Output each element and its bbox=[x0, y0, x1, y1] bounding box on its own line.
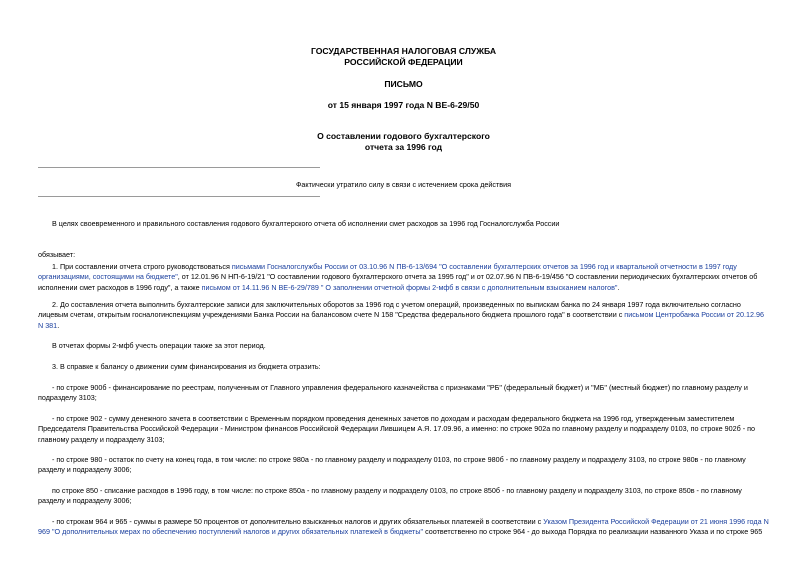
list-item-964: - по строкам 964 и 965 - суммы в размере 50 процентов от дополнительно взысканных налогов и других обязательных платежей в соответствии с Указом Президента Российской Федерации от 21 июня 1996 года N 969 "О дополнительных мерах по обеспечению поступлений налогов и других обязательных платежей в бюджеты" соответственно по строке 964 - до выхода Порядка по реализации названного Указа и по строке 965 bbox=[38, 517, 769, 537]
document-title-line1: О составлении годового бухгалтерского bbox=[317, 131, 490, 141]
document-type: ПИСЬМО bbox=[384, 79, 423, 89]
intro-paragraph: В целях своевременного и правильного составления годового бухгалтерского отчета об исполнении смет расходов за 1996 год Госналогслужба России bbox=[52, 219, 560, 228]
list-item-980: - по строке 980 - остаток по счету на конец года, в том числе: по строке 980а - по главному разделу и подразделу 0103, по строке 980б - по главному разделу и подразделу 3103, по строке 980в - по главному разделу и подразделу 3006; bbox=[38, 455, 746, 475]
paragraph-3: 3. В справке к балансу о движении сумм финансирования из бюджета отразить: bbox=[52, 362, 321, 371]
list-item-902: - по строке 902 - сумму денежного зачета в соответствии с Временным порядком проведения денежных зачетов по доходам и расходам федерального бюджета на 1996 год, утвержденным заместителем Председателя Правительства Российской Федерации - Министром финансов Российской Федерации Лившицем А.Я. 17.09.96, а именно: по строке 902а по главному разделу и подразделу 0103, по строке 902б - по главному разделу и подразделу 3103; bbox=[38, 414, 755, 444]
obligates-label: обязывает: bbox=[38, 250, 76, 259]
link-letters-gns[interactable]: письмами Госналогслужбы России от 03.10.96 N ПВ-6-13/694 "О составлении бухгалтерских отчетов за 1996 год и квартальной отчетности в 1997 году организациями, состоящими на бюджете" bbox=[38, 262, 737, 282]
paragraph-1: 1. При составлении отчета строго руководствоваться письмами Госналогслужбы России от 03.10.96 N ПВ-6-13/694 "О составлении бухгалтерских отчетов за 1996 год и квартальной отчетности в 1997 году организациями, состоящими на бюджете", от 12.01.96 N НП-6-19/21 "О составлении годового бухгалтерского отчета за 1995 год" и от 02.07.96 N ПВ-6-19/456 "О составлении периодических бухгалтерских отчетов об исполнении смет расходов в 1996 году", а также письмом от 14.11.96 N ВЕ-6-29/789 " О заполнении отчетной формы 2-мфб в связи с дополнительным взысканием налогов". bbox=[38, 262, 758, 292]
list-item-900b: - по строке 900б - финансирование по реестрам, полученным от Главного управления федерального казначейства с признаками "РБ" (федеральный бюджет) и "МБ" (местный бюджет) по главному разделу и подразделу 3103; bbox=[38, 383, 748, 403]
document-title-line2: отчета за 1996 год bbox=[364, 142, 443, 152]
document-date: от 15 января 1997 года N ВЕ-6-29/50 bbox=[327, 100, 480, 110]
list-item-850: по строке 850 - списание расходов в 1996 году, в том числе: по строке 850а - по главному разделу и подразделу 0103, по строке 850б - по главному разделу и подразделу 3103, по строке 850в - по главному разделу и подразделу 3006; bbox=[38, 486, 742, 506]
divider-bottom bbox=[38, 196, 320, 197]
org-name-line2: РОССИЙСКОЙ ФЕДЕРАЦИИ bbox=[344, 57, 463, 67]
link-presidential-decree[interactable]: Указом Президента Российской Федерации от 21 июня 1996 года N 969 "О дополнительных мерах по обеспечению поступлений налогов и других обязательных платежей в бюджеты" bbox=[38, 517, 769, 537]
link-central-bank-letter[interactable]: письмом Центробанка России от 20.12.96 N 381 bbox=[38, 310, 764, 330]
paragraph-2: 2. До составления отчета выполнить бухгалтерские записи для заключительных оборотов за 1996 год с учетом операций, произведенных по выпискам банка по 24 января 1997 года включительно согласно лицевым счетам, открытым госналогинспекциям учреждениями Банка России на балансовом счете N 158 "Средства федерального бюджета прошлого года" в соответствии с письмом Центробанка России от 20.12.96 N 381. bbox=[38, 300, 764, 330]
org-name-line1: ГОСУДАРСТВЕННАЯ НАЛОГОВАЯ СЛУЖБА bbox=[310, 46, 497, 56]
status-note: Фактически утратило силу в связи с истечением срока действия bbox=[295, 180, 512, 189]
divider-top bbox=[38, 167, 320, 168]
paragraph-2mfb: В отчетах формы 2-мфб учесть операции также за этот период. bbox=[52, 341, 266, 350]
link-letter-2mfb[interactable]: письмом от 14.11.96 N ВЕ-6-29/789 " О заполнении отчетной формы 2-мфб в связи с дополнительным взысканием налогов" bbox=[201, 282, 618, 292]
